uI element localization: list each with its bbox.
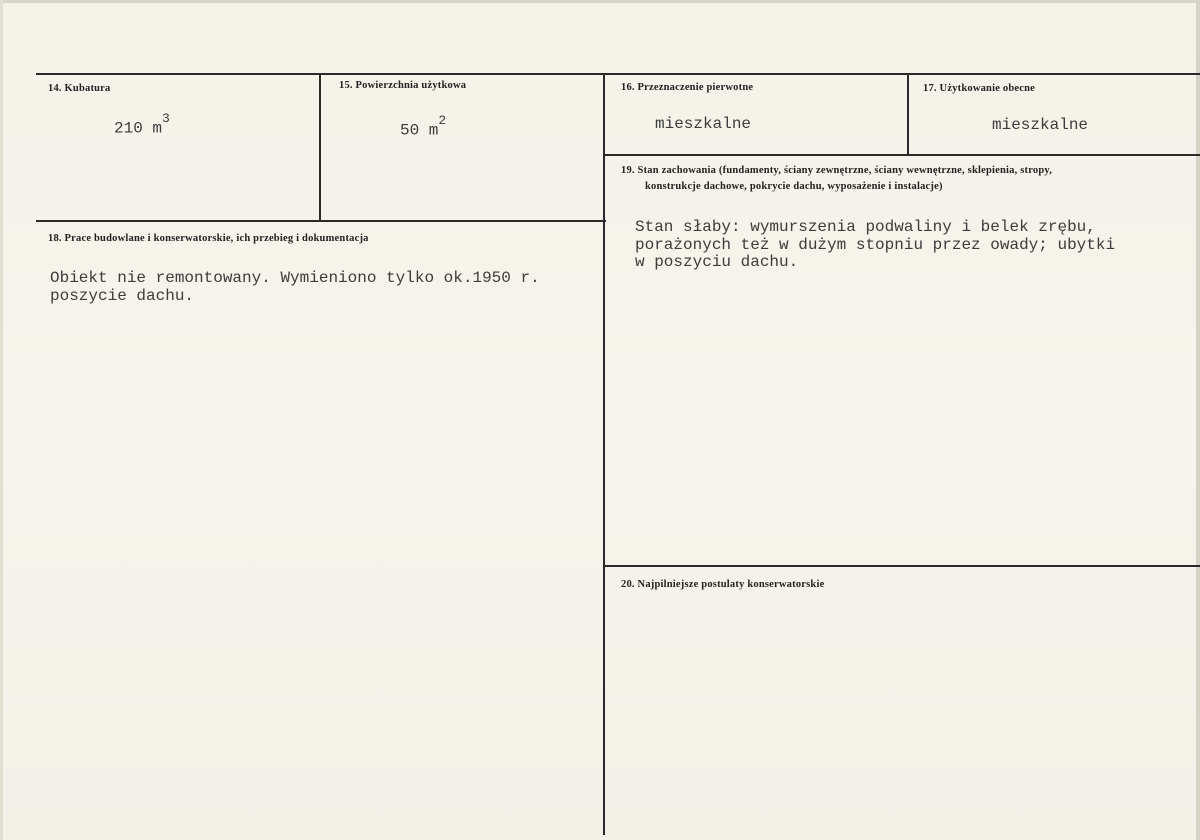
field-19-line-2: porażonych też w dużym stopniu przez owady; ubytki <box>635 236 1116 254</box>
field-17-label: 17. Użytkowanie obecne <box>923 83 1036 94</box>
field-14-number: 210 m <box>114 119 163 138</box>
field-20-label: 20. Najpilniejsze postulaty konserwatorskie <box>621 579 825 590</box>
divider-16-17 <box>907 73 909 155</box>
field-15-number: 50 m <box>400 121 439 140</box>
field-19-line-3: w poszyciu dachu. <box>635 253 799 271</box>
field-14-label: 14. Kubatura <box>48 83 111 94</box>
field-19-label-line-2: konstrukcje dachowe, pokrycie dachu, wyposażenie i instalacje) <box>645 181 943 192</box>
field-18-line-2: poszycie dachu. <box>50 287 195 305</box>
card-top-edge <box>0 0 1200 3</box>
card-left-edge <box>0 0 3 840</box>
card-right-edge <box>1196 0 1200 840</box>
field-15-value <box>400 113 447 140</box>
divider-14-15 <box>319 73 321 222</box>
field-14-value <box>114 111 170 138</box>
field-19-line-1: Stan słaby: wymurszenia podwaliny i belek zrębu, <box>635 218 1096 236</box>
field-17-value: mieszkalne <box>992 116 1089 134</box>
rule-under-14-15 <box>36 220 606 222</box>
field-18-line-1: Obiekt nie remontowany. Wymieniono tylko ok.1950 r. <box>50 269 540 287</box>
field-15-label: 15. Powierzchnia użytkowa <box>339 80 467 91</box>
field-18-label: 18. Prace budowlane i konserwatorskie, ich przebieg i dokumentacja <box>48 233 369 244</box>
field-14-exponent: 3 <box>162 111 170 126</box>
field-16-value: mieszkalne <box>655 115 752 133</box>
field-16-label: 16. Przeznaczenie pierwotne <box>621 82 754 93</box>
rule-under-16-17 <box>604 154 1200 156</box>
rule-above-20 <box>604 565 1200 567</box>
field-19-label-line-1: 19. Stan zachowania (fundamenty, ściany zewnętrzne, ściany wewnętrzne, sklepienia, stropy, <box>621 165 1053 176</box>
top-rule <box>36 73 1200 75</box>
center-divider <box>603 73 605 835</box>
field-15-exponent: 2 <box>438 113 447 128</box>
